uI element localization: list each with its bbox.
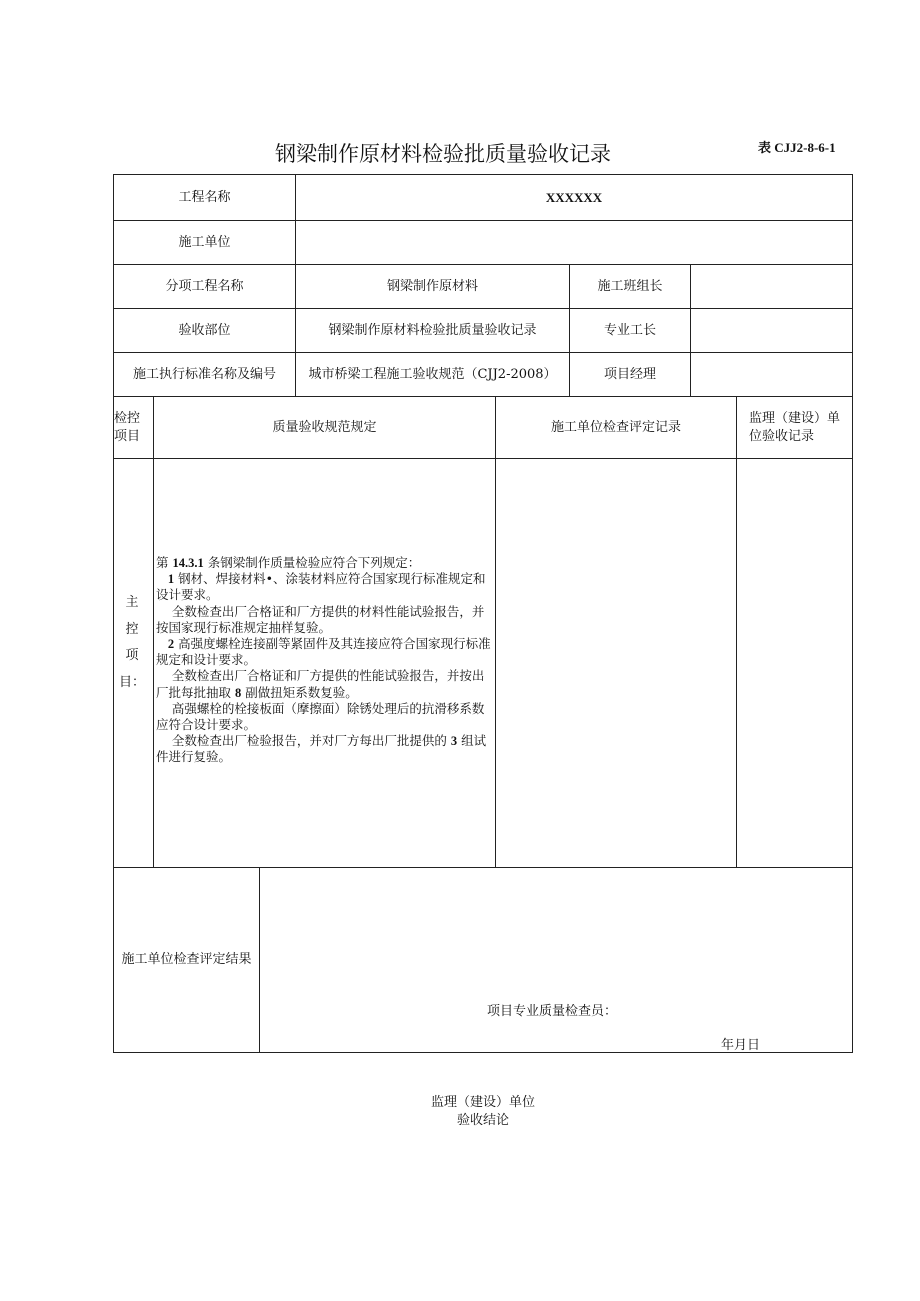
main-control-label <box>117 590 147 696</box>
item-3: 高强螺栓的栓接板面（摩擦面）除锈处理后的抗滑移系数应符合设计要求。 <box>156 700 485 733</box>
inspector-label: 项目专业质量检查员： <box>487 1004 618 1019</box>
page-title: 钢梁制作原材料检验批质量验收记录 <box>275 142 611 166</box>
check-item-header-line1: 检控 <box>114 410 141 426</box>
item-2: 2 高强度螺栓连接副等紧固件及其连接应符合国家现行标准规定和设计要求。 <box>156 636 491 668</box>
team-leader-label: 施工班组长 <box>597 278 663 294</box>
team-leader-value[interactable] <box>691 265 852 308</box>
supervisor-record-cell[interactable] <box>737 459 852 867</box>
requirements-text <box>156 555 494 766</box>
main-control-char: 主 <box>125 595 139 610</box>
spec-header: 质量验收规范规定 <box>272 419 377 435</box>
check-item-header <box>114 397 153 458</box>
supervisor-header-line2: 位验收记录 <box>749 428 815 444</box>
supervisor-conclusion-line1: 监理（建设）单位 <box>430 1095 535 1110</box>
date-label: 年月日 <box>721 1038 761 1053</box>
project-name-value[interactable]: XXXXXX <box>545 189 603 205</box>
supervisor-header <box>737 397 852 458</box>
form-number: 表 CJJ2-8-6-1 <box>758 140 836 155</box>
sub-project-label: 分项工程名称 <box>165 278 244 294</box>
result-label: 施工单位检查评定结果 <box>121 952 252 967</box>
item-1-check: 全数检查出厂合格证和厂方提供的材料性能试验报告，并按国家现行标准规定抽样复验。 <box>156 603 485 635</box>
project-manager-label: 项目经理 <box>603 366 656 382</box>
standard-value[interactable]: 城市桥梁工程施工验收规范（CJJ2-2008） <box>308 366 557 382</box>
contractor-value[interactable] <box>296 221 852 264</box>
contractor-record-cell[interactable] <box>496 459 736 867</box>
contractor-label: 施工单位 <box>178 234 231 250</box>
supervisor-header-line1: 监理（建设）单 <box>749 410 841 426</box>
main-control-char: 目： <box>118 674 145 690</box>
item-1: 1 钢材、焊接材料•、涂装材料应符合国家现行标准规定和设计要求。 <box>156 571 486 603</box>
contractor-record-header: 施工单位检查评定记录 <box>550 419 681 435</box>
acceptance-part-value[interactable]: 钢梁制作原材料检验批质量验收记录 <box>328 322 537 338</box>
acceptance-part-label: 验收部位 <box>178 322 231 338</box>
foreman-label: 专业工长 <box>603 322 656 338</box>
standard-label: 施工执行标准名称及编号 <box>132 366 276 382</box>
item-2-check: 全数检查出厂合格证和厂方提供的性能试验报告，并按出厂批每批抽取 8 副做扭矩系数复验。 <box>156 668 485 700</box>
main-control-char: 控 <box>125 621 139 637</box>
foreman-value[interactable] <box>691 309 852 352</box>
supervisor-conclusion-line2: 验收结论 <box>456 1113 509 1128</box>
project-name-label: 工程名称 <box>178 189 231 205</box>
check-item-header-line2: 项目 <box>114 428 141 444</box>
sub-project-value[interactable]: 钢梁制作原材料 <box>386 278 478 294</box>
clause-heading: 第 14.3.1 条钢梁制作质量检验应符合下列规定： <box>156 555 421 570</box>
project-manager-value[interactable] <box>691 353 852 396</box>
item-3-check: 全数检查出厂检验报告，并对厂方每出厂批提供的 3 组试件进行复验。 <box>156 733 487 765</box>
main-control-char: 项 <box>125 648 139 663</box>
